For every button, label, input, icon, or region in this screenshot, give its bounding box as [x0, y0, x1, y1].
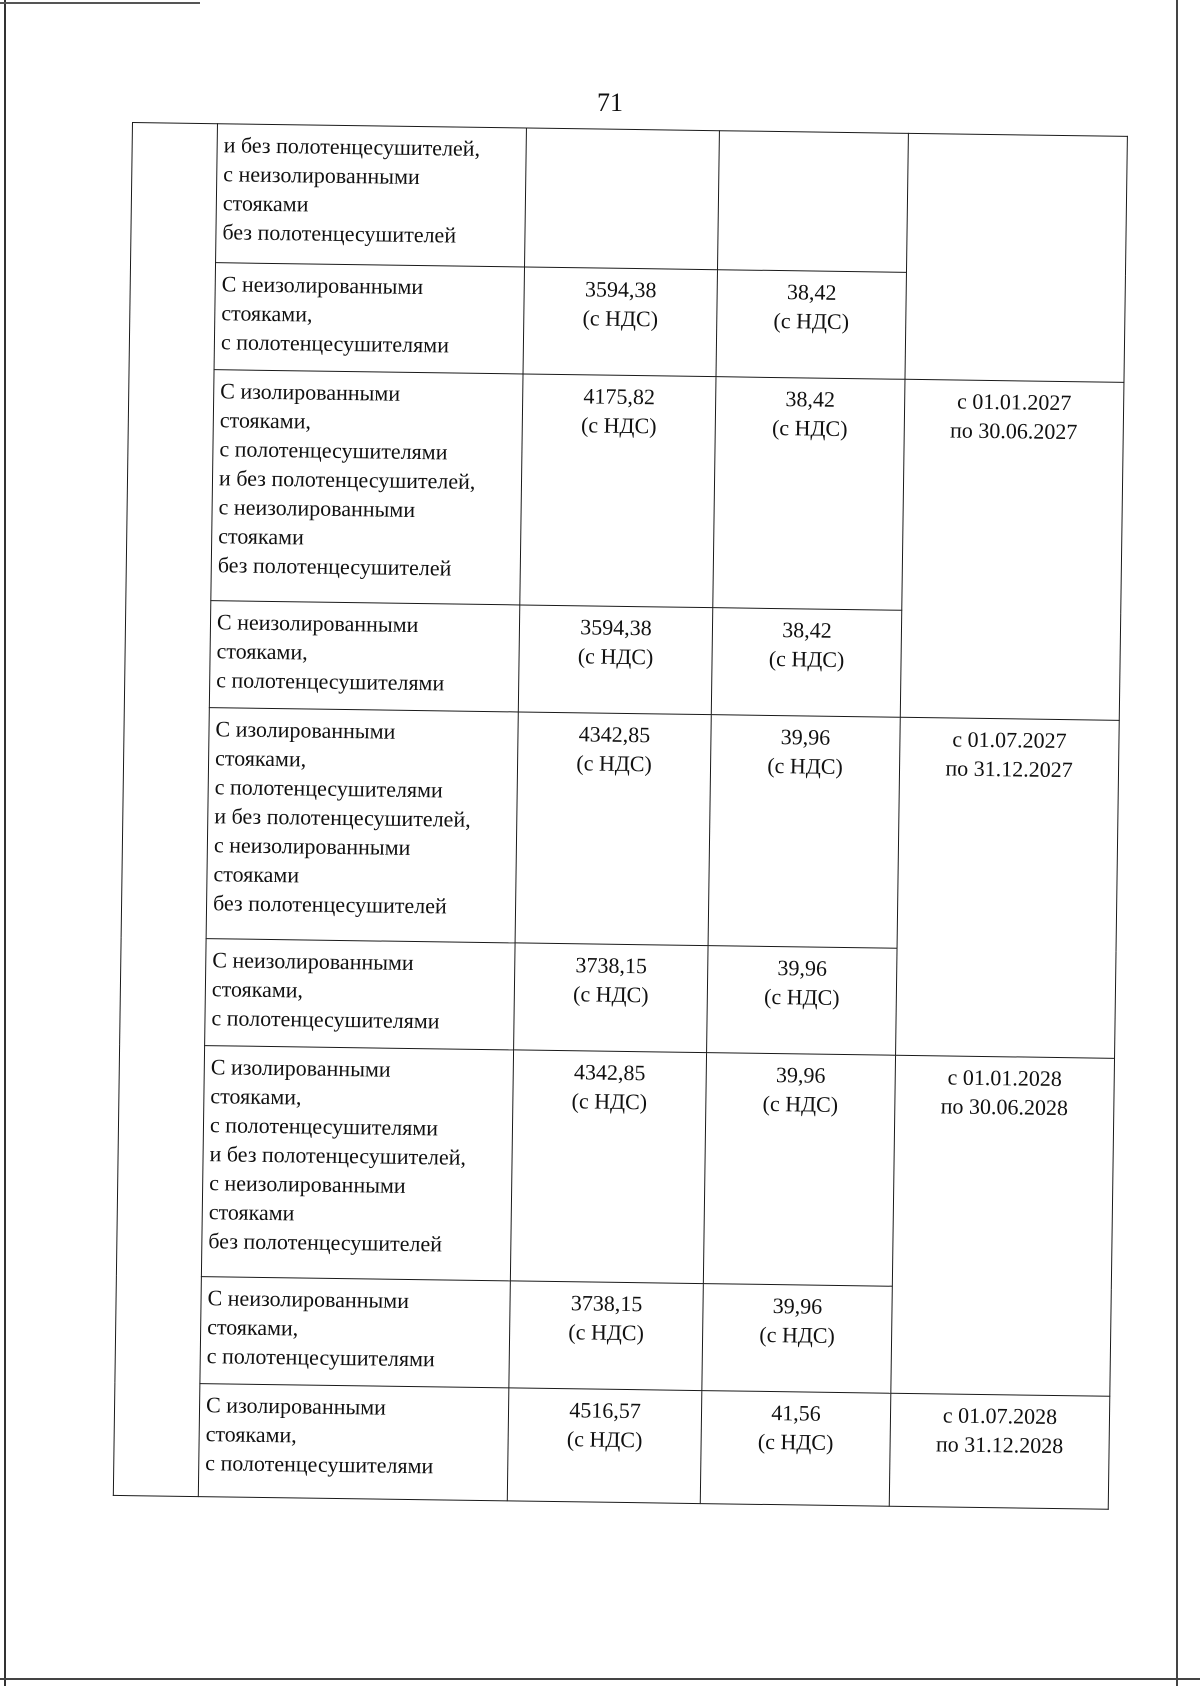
- volume-value: 39,96: [775, 1062, 826, 1088]
- volume-cell: [713, 377, 905, 611]
- price-value: 3594,38: [584, 276, 657, 303]
- description-line: С изолированными: [215, 716, 396, 744]
- volume-cell: [700, 1391, 891, 1507]
- table-row: [116, 1044, 1114, 1289]
- description-line: стояками,: [210, 1083, 302, 1110]
- description-line: С неизолированными: [212, 947, 414, 976]
- period-end: по 30.06.2028: [940, 1093, 1069, 1121]
- table-row: [121, 706, 1119, 951]
- description-cell: [200, 1277, 510, 1388]
- volume-vat-note: (с НДС): [762, 1090, 839, 1117]
- volume-value: 38,42: [785, 386, 836, 412]
- period-end: по 31.12.2028: [935, 1431, 1064, 1459]
- description-cell: [205, 939, 515, 1050]
- volume-value: 39,96: [772, 1293, 823, 1319]
- description-line: стояками,: [205, 1421, 297, 1448]
- price-value: 4342,85: [578, 721, 651, 748]
- period-end: по 31.12.2027: [945, 755, 1073, 783]
- description-line: с полотенцесушителями: [206, 1343, 435, 1372]
- description-line: с полотенцесушителями: [205, 1450, 434, 1479]
- price-cell: [525, 128, 720, 270]
- volume-vat-note: (с НДС): [773, 307, 850, 335]
- volume-vat-note: (с НДС): [763, 983, 840, 1010]
- tariff-table: [113, 122, 1128, 1510]
- description-line: стояками,: [211, 976, 304, 1003]
- volume-value: 38,42: [782, 617, 832, 643]
- price-vat-note: (с НДС): [571, 1088, 648, 1115]
- period-cell: [905, 133, 1127, 382]
- price-cell: [510, 1050, 706, 1284]
- description-line: стояками: [218, 523, 305, 550]
- description-line: С неизолированными: [216, 609, 419, 638]
- description-line: и без полотенцесушителей,: [218, 465, 476, 494]
- price-vat-note: (с НДС): [580, 412, 657, 439]
- volume-cell: [703, 1053, 895, 1287]
- volume-value: 39,96: [780, 724, 831, 750]
- description-cell: [214, 263, 524, 374]
- period-cell: [891, 1055, 1115, 1396]
- description-cell: [201, 1046, 513, 1281]
- price-cell: [518, 605, 712, 715]
- description-cell: [211, 370, 523, 605]
- scan-edge-left: [4, 0, 6, 1686]
- description-line: с полотенцесушителями: [211, 1005, 440, 1034]
- volume-cell: [702, 1284, 892, 1394]
- description-line: с полотенцесушителями: [214, 774, 443, 803]
- volume-vat-note: (с НДС): [759, 1321, 836, 1348]
- volume-value: 38,42: [786, 279, 837, 305]
- description-line: и без полотенцесушителей,: [223, 132, 481, 161]
- description-line: с полотенцесушителями: [219, 436, 448, 465]
- price-value: 4342,85: [573, 1059, 646, 1086]
- description-line: стояками,: [221, 300, 313, 327]
- price-cell: [514, 943, 708, 1053]
- description-line: С изолированными: [205, 1392, 387, 1420]
- period-start: с 01.01.2028: [947, 1064, 1063, 1092]
- volume-cell: [716, 270, 906, 380]
- scan-edge-top: [0, 2, 200, 4]
- description-line: стояками: [213, 861, 300, 888]
- description-line: С неизолированными: [221, 271, 424, 300]
- volume-vat-note: (с НДС): [767, 752, 843, 779]
- description-line: без полотенцесушителей: [217, 552, 452, 581]
- price-vat-note: (с НДС): [572, 981, 649, 1008]
- period-start: с 01.07.2028: [942, 1402, 1058, 1430]
- volume-vat-note: (с НДС): [768, 645, 845, 672]
- volume-cell: [708, 715, 900, 949]
- scan-edge-right: [1176, 0, 1178, 1686]
- table-row: [131, 123, 1128, 276]
- volume-cell: [717, 131, 908, 273]
- volume-value: 39,96: [777, 955, 828, 981]
- period-cell: [889, 1393, 1110, 1509]
- description-line: без полотенцесушителей: [212, 890, 447, 919]
- volume-value: 41,56: [771, 1400, 821, 1426]
- description-line: и без полотенцесушителей,: [209, 1141, 467, 1170]
- description-line: с неизолированными: [213, 832, 411, 860]
- description-line: и без полотенцесушителей,: [214, 803, 471, 832]
- price-value: 4175,82: [583, 383, 656, 410]
- description-line: с неизолированными: [223, 161, 420, 190]
- period-start: с 01.07.2027: [952, 726, 1067, 754]
- scan-edge-bottom: [0, 1678, 1200, 1680]
- description-cell: [198, 1384, 509, 1501]
- price-vat-note: (с НДС): [576, 750, 653, 777]
- description-line: без полотенцесушителей: [222, 219, 457, 248]
- price-cell: [509, 1281, 703, 1391]
- description-line: стояками,: [219, 407, 312, 434]
- description-line: с неизолированными: [218, 494, 416, 522]
- period-start: с 01.01.2027: [956, 388, 1072, 416]
- volume-cell: [711, 608, 901, 718]
- description-cell: [209, 601, 519, 712]
- description-line: С изолированными: [210, 1054, 391, 1082]
- price-cell: [507, 1388, 702, 1504]
- price-value: 3738,15: [570, 1290, 643, 1317]
- description-line: стояками: [222, 190, 309, 217]
- price-value: 3738,15: [575, 952, 648, 979]
- description-cell: [206, 708, 518, 943]
- price-vat-note: (с НДС): [566, 1426, 643, 1453]
- description-line: с полотенцесушителями: [209, 1112, 439, 1141]
- description-line: С изолированными: [220, 378, 401, 406]
- volume-vat-note: (с НДС): [771, 414, 848, 442]
- description-line: стояками: [208, 1199, 295, 1226]
- table-row: [113, 1382, 1109, 1509]
- period-end: по 30.06.2027: [949, 417, 1078, 445]
- price-value: 3594,38: [580, 614, 652, 641]
- description-line: с полотенцесушителями: [216, 667, 445, 696]
- price-cell: [515, 712, 711, 946]
- price-cell: [523, 267, 717, 377]
- period-cell: [896, 717, 1120, 1058]
- table-row: [126, 368, 1124, 613]
- period-cell: [900, 379, 1124, 720]
- volume-cell: [707, 946, 897, 1056]
- volume-vat-note: (с НДС): [757, 1428, 834, 1455]
- price-value: 4516,57: [569, 1397, 641, 1424]
- description-line: стояками,: [214, 745, 307, 772]
- price-vat-note: (с НДС): [568, 1319, 645, 1346]
- description-line: стояками,: [216, 638, 308, 665]
- description-line: С неизолированными: [207, 1285, 410, 1313]
- description-line: с неизолированными: [209, 1170, 406, 1198]
- price-vat-note: (с НДС): [582, 305, 659, 332]
- description-cell: [216, 124, 527, 267]
- description-line: с полотенцесушителями: [220, 329, 450, 358]
- description-line: стояками,: [207, 1314, 299, 1341]
- price-cell: [520, 374, 716, 608]
- price-vat-note: (с НДС): [577, 643, 654, 670]
- description-line: без полотенцесушителей: [208, 1228, 443, 1257]
- page-number: 71: [597, 88, 623, 117]
